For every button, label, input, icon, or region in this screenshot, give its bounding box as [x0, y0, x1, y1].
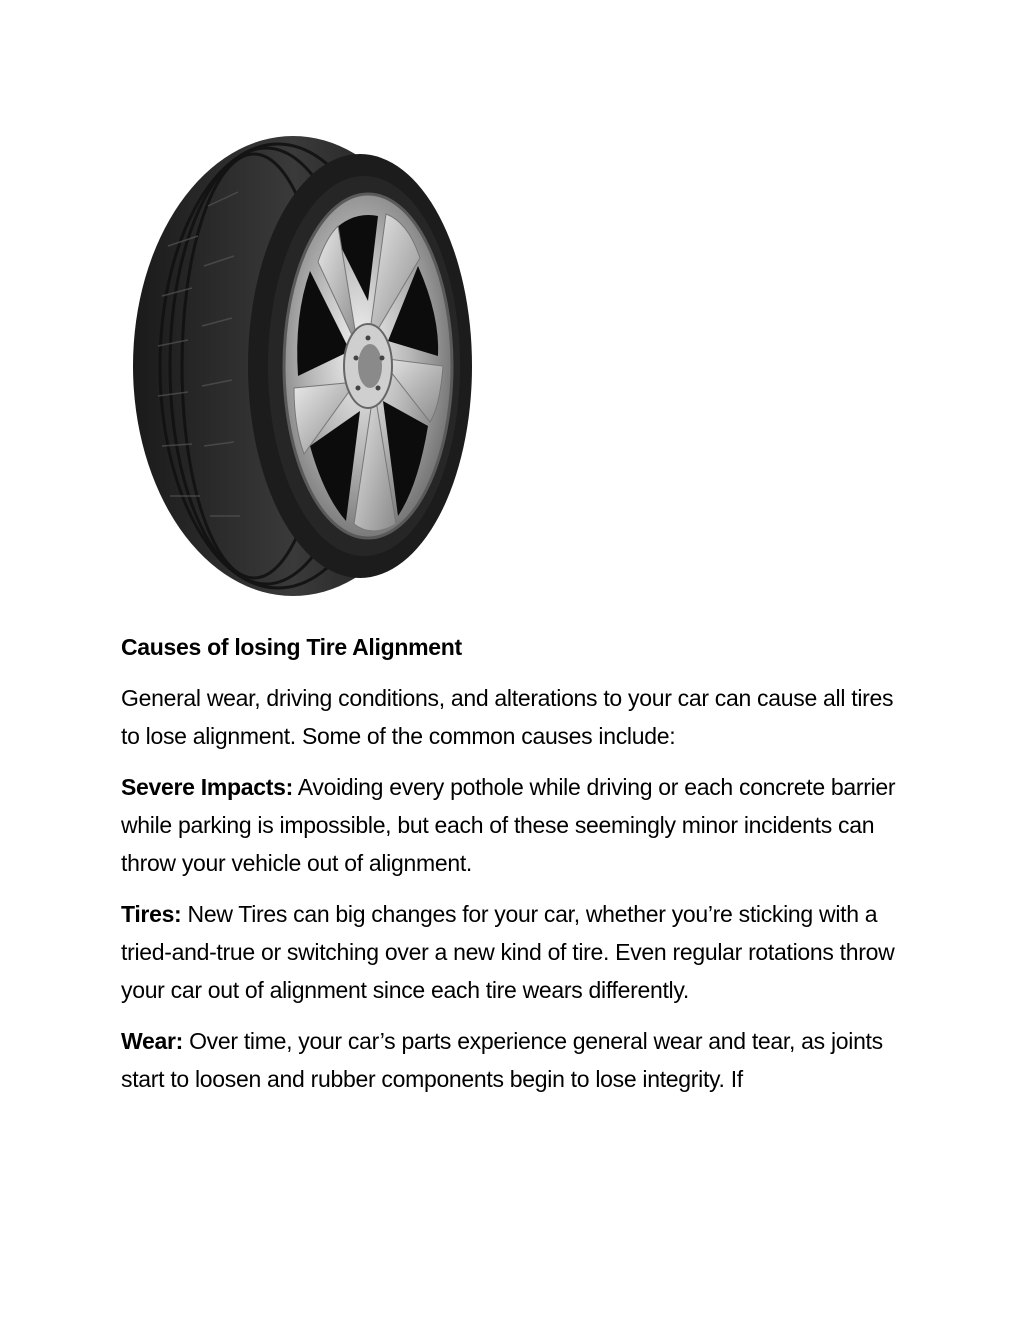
- cause-term: Severe Impacts:: [121, 774, 293, 800]
- article-heading: Causes of losing Tire Alignment: [121, 634, 462, 660]
- cause-text: Over time, your car’s parts experience general wear and tear, as joints start to loosen and rubber components begin to lose integrity. If: [121, 1028, 883, 1092]
- tire-image: [128, 126, 488, 606]
- cause-paragraph-wear: [121, 1022, 911, 1098]
- tire-with-alloy-wheel-icon: [128, 126, 488, 606]
- cause-text: New Tires can big changes for your car, whether you’re sticking with a tried-and-true or switching over a new kind of tire. Even regular rotations throw your car out of alignment since each tire wears differently.: [121, 901, 895, 1003]
- cause-paragraph-severe-impacts: [121, 768, 911, 882]
- article-body: [121, 628, 911, 1111]
- cause-term: Tires:: [121, 901, 182, 927]
- cause-text: Avoiding every pothole while driving or each concrete barrier while parking is impossible, but each of these seemingly minor incidents can throw your vehicle out of alignment.: [121, 774, 896, 876]
- intro-paragraph: General wear, driving conditions, and alterations to your car can cause all tires to lose alignment. Some of the common causes include:: [121, 685, 894, 749]
- cause-paragraph-tires: [121, 895, 911, 1009]
- cause-term: Wear:: [121, 1028, 183, 1054]
